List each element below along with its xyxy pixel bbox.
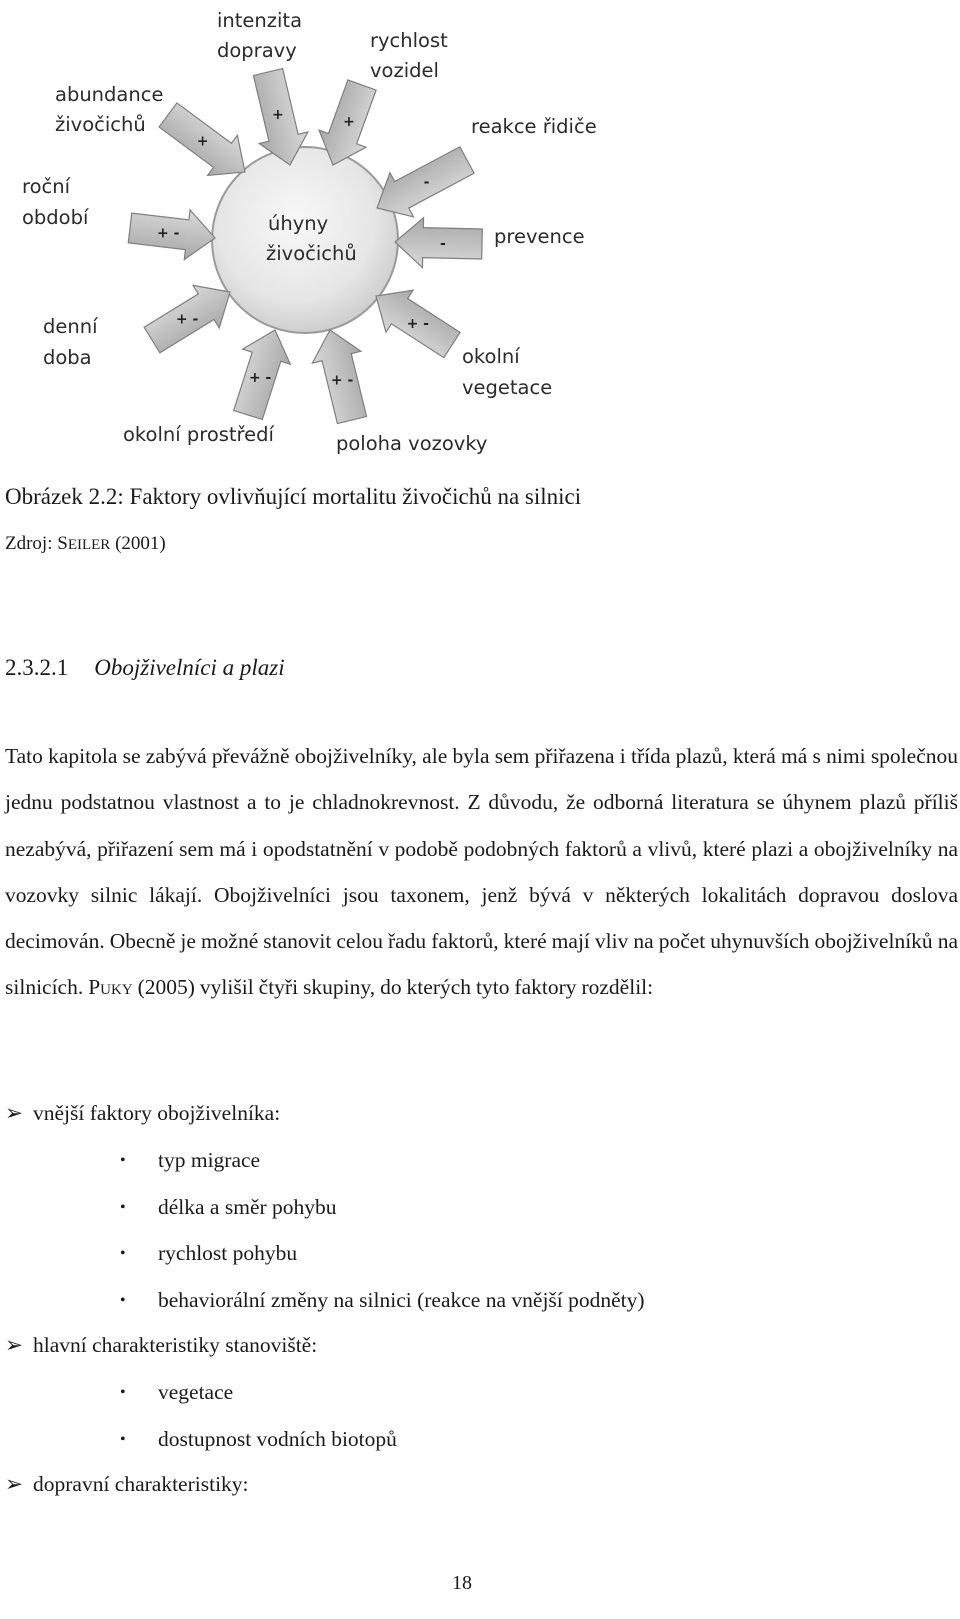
bullet-icon: • <box>120 1199 126 1216</box>
label-abundance-1: abundance <box>55 83 164 106</box>
factors-diagram <box>0 0 960 470</box>
body-paragraph: Tato kapitola se zabývá převážně obojživelníky, ale byla sem přiřazena i třída plazů, která má s nimi společnou jednu podstatnou vlastnost a to je chladnokrevnost. Z důvodu, že odborná literatura se úhynem plazů příliš nezabývá, přiřazení sem má i opodstatnění v podobě podobných faktorů a vlivů, které plazi a obojživelníky na vozovky silnic lákají. Obojživelníci jsou taxonem, jenž bývá v některých lokalitách dopravou doslova decimován. Obecně je možné stanovit celou řadu faktorů, které mají vliv na počet uhynuvších obojživelníků na silnicích. PUKY (2005) vylišil čtyři skupiny, do kterých tyto faktory rozdělil: <box>5 744 958 1000</box>
list-item: • vegetace <box>120 1377 233 1408</box>
center-label-line2: živočichů <box>266 242 357 265</box>
label-rychlost-1: rychlost <box>370 29 448 52</box>
arrowhead-bullet-icon: ➢ <box>5 1333 24 1357</box>
label-rychlost-2: vozidel <box>370 59 439 82</box>
list-item: • typ migrace <box>120 1145 260 1176</box>
factor-sign: + <box>196 133 209 150</box>
bullet-icon: • <box>120 1292 126 1309</box>
factor-arrow <box>394 217 482 269</box>
factor-sign: + - <box>175 311 199 328</box>
list-item: • dostupnost vodních biotopů <box>120 1424 397 1455</box>
factor-sign: - <box>423 174 430 191</box>
figure-caption: Obrázek 2.2: Faktory ovlivňující mortalitu živočichů na silnici <box>5 484 582 509</box>
bullet-icon: • <box>120 1152 126 1169</box>
label-reakce: reakce řidiče <box>471 115 597 138</box>
list-item: • délka a směr pohybu <box>120 1192 337 1223</box>
label-rocni-2: období <box>22 206 89 229</box>
label-prevence: prevence <box>494 225 585 248</box>
factor-sign: + <box>343 114 355 130</box>
arrowhead-bullet-icon: ➢ <box>5 1472 24 1496</box>
factor-sign: + - <box>157 225 180 242</box>
list-item-group-2: ➢ hlavní charakteristiky stanoviště: <box>5 1330 317 1360</box>
label-intenzita-1: intenzita <box>217 9 303 32</box>
label-vegetace-2: vegetace <box>462 376 553 399</box>
center-label-line1: úhyny <box>268 212 329 235</box>
center-circle <box>212 147 398 333</box>
list-item-group-1: ➢ vnější faktory obojživelníka: <box>5 1098 280 1128</box>
factor-sign: + - <box>330 372 354 389</box>
label-denni-2: doba <box>43 346 92 369</box>
list-item-group-3: ➢ dopravní charakteristiky: <box>5 1469 249 1499</box>
label-vegetace-1: okolní <box>462 345 520 368</box>
list-item: • behaviorální změny na silnici (reakce na vnější podněty) <box>120 1285 645 1316</box>
label-prostredi: okolní prostředí <box>123 423 274 446</box>
bullet-icon: • <box>120 1431 126 1448</box>
label-rocni-1: roční <box>22 175 71 198</box>
arrowhead-bullet-icon: ➢ <box>5 1101 24 1125</box>
section-heading: 2.3.2.1 Obojživelníci a plazi <box>5 655 285 680</box>
factor-sign: + <box>272 106 284 123</box>
bullet-icon: • <box>120 1245 126 1262</box>
list-item: • rychlost pohybu <box>120 1238 297 1269</box>
label-intenzita-2: dopravy <box>217 39 297 62</box>
figure-source: Zdroj: SEILER (2001) <box>5 533 166 554</box>
label-abundance-2: živočichů <box>55 113 146 136</box>
label-denni-1: denní <box>43 315 98 338</box>
page-number: 18 <box>452 1572 472 1594</box>
factor-sign: + - <box>248 369 272 386</box>
factor-sign: + - <box>406 315 430 332</box>
bullet-icon: • <box>120 1384 126 1401</box>
factor-sign: - <box>439 236 446 253</box>
label-poloha: poloha vozovky <box>336 432 488 455</box>
